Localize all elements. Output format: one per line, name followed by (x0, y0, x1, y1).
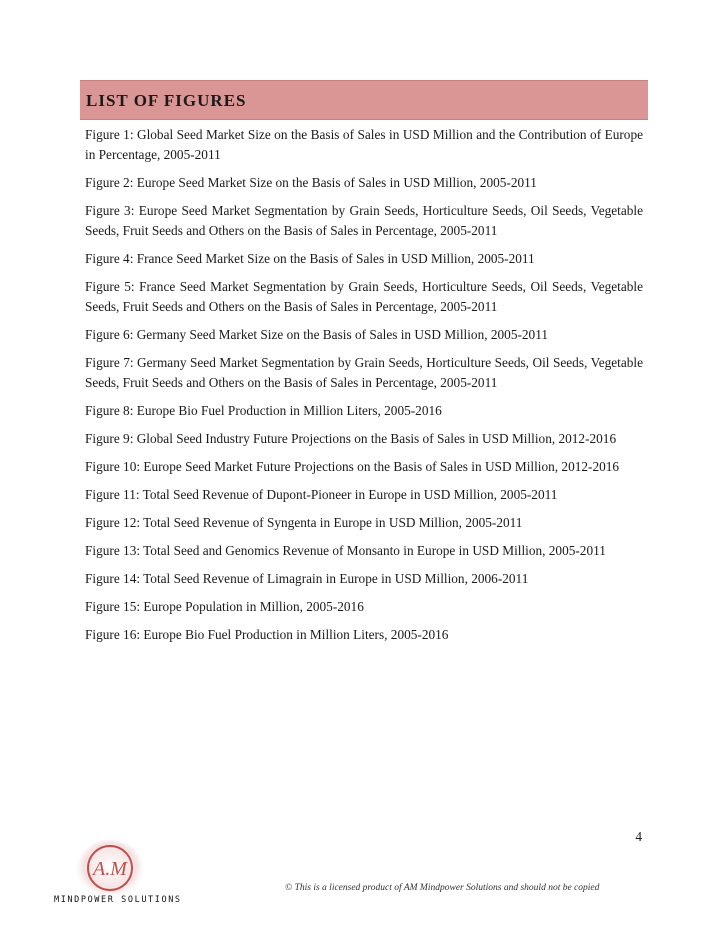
figure-list-item[interactable]: Figure 1: Global Seed Market Size on the Basis of Sales in USD Million and the Contribution of Europe in Percentage, 2005-2011 (85, 127, 643, 162)
page-title: LIST OF FIGURES (86, 91, 247, 110)
logo-wordmark: MINDPOWER SOLUTIONS (54, 895, 182, 905)
figure-list-item[interactable]: Figure 8: Europe Bio Fuel Production in Million Liters, 2005-2016 (85, 403, 442, 418)
logo-monogram: A.M (93, 858, 127, 880)
figure-list-item[interactable]: Figure 13: Total Seed and Genomics Revenue of Monsanto in Europe in USD Million, 2005-2011 (85, 543, 606, 558)
figure-list-item[interactable]: Figure 2: Europe Seed Market Size on the Basis of Sales in USD Million, 2005-2011 (85, 175, 537, 190)
figure-list-item[interactable]: Figure 16: Europe Bio Fuel Production in Million Liters, 2005-2016 (85, 627, 449, 642)
figure-list-item[interactable]: Figure 4: France Seed Market Size on the Basis of Sales in USD Million, 2005-2011 (85, 251, 535, 266)
figure-list-item[interactable]: Figure 10: Europe Seed Market Future Projections on the Basis of Sales in USD Million, 2012-2016 (85, 459, 620, 474)
figure-list-item[interactable]: Figure 9: Global Seed Industry Future Projections on the Basis of Sales in USD Million, 2012-2016 (85, 431, 617, 446)
figure-list-item[interactable]: Figure 14: Total Seed Revenue of Limagrain in Europe in USD Million, 2006-2011 (85, 571, 529, 586)
figure-list-item[interactable]: Figure 7: Germany Seed Market Segmentation by Grain Seeds, Horticulture Seeds, Oil Seeds, Vegetable Seeds, Fruit Seeds and Others on the Basis of Sales in Percentage, 2005-2011 (85, 355, 643, 390)
page-number: 4 (635, 829, 642, 844)
copyright-notice: © This is a licensed product of AM Mindpower Solutions and should not be copied (285, 883, 600, 893)
figure-list-item[interactable]: Figure 5: France Seed Market Segmentation by Grain Seeds, Horticulture Seeds, Oil Seeds, Vegetable Seeds, Fruit Seeds and Others on the Basis of Sales in Percentage, 2005-2011 (85, 279, 643, 314)
figure-list-item[interactable]: Figure 6: Germany Seed Market Size on the Basis of Sales in USD Million, 2005-2011 (85, 327, 548, 342)
figure-list-item[interactable]: Figure 15: Europe Population in Million, 2005-2016 (85, 599, 364, 614)
list-of-figures-heading-bar (80, 80, 648, 120)
figure-list-item[interactable]: Figure 12: Total Seed Revenue of Syngenta in Europe in USD Million, 2005-2011 (85, 515, 523, 530)
figure-list (85, 125, 643, 653)
figure-list-item[interactable]: Figure 3: Europe Seed Market Segmentation by Grain Seeds, Horticulture Seeds, Oil Seeds, Vegetable Seeds, Fruit Seeds and Others on the Basis of Sales in Percentage, 2005-2011 (85, 203, 643, 238)
figure-list-item[interactable]: Figure 11: Total Seed Revenue of Dupont-Pioneer in Europe in USD Million, 2005-2011 (85, 487, 558, 502)
